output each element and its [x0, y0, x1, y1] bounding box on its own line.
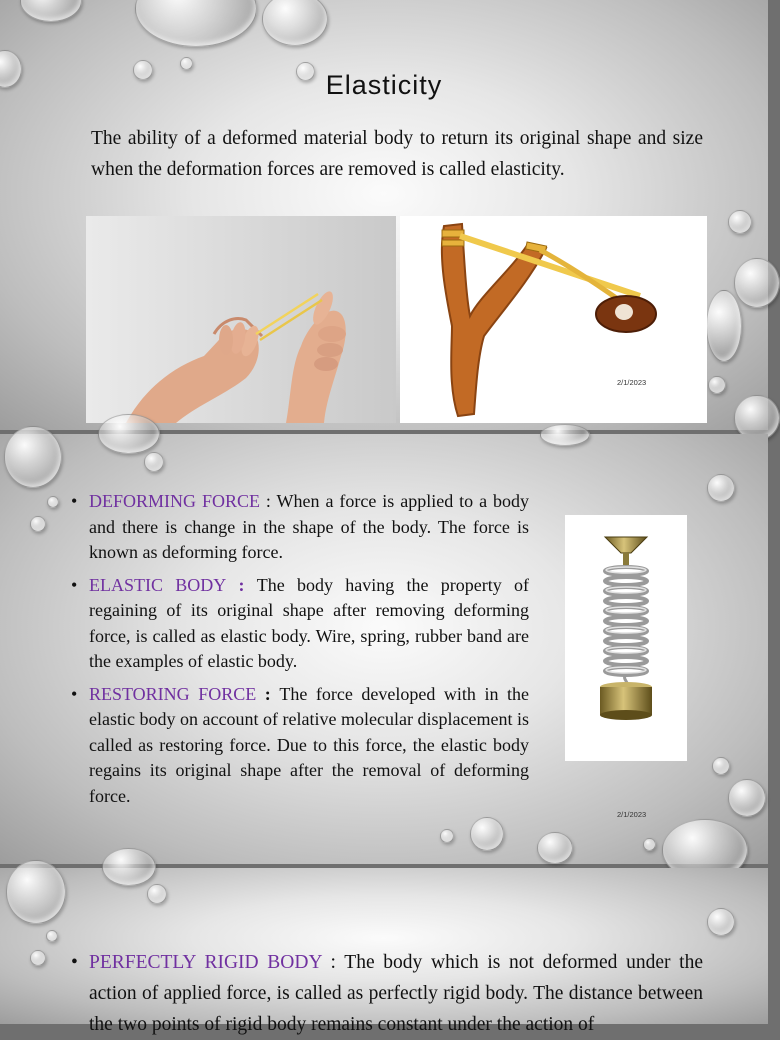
- water-drop: [707, 908, 735, 936]
- hands-stretching-rubber-band-image: [86, 216, 396, 423]
- water-drop: [706, 290, 742, 362]
- term-separator: :: [256, 683, 280, 704]
- hands-illustration: [86, 216, 396, 423]
- water-drop: [470, 817, 504, 851]
- water-drop: [262, 0, 328, 46]
- definition-text: The body which is not deformed under the action of applied force, is called as perfectly rigid body. The distance between the two points of rigid body remains constant under the action of: [89, 952, 703, 1035]
- list-item: [71, 682, 529, 810]
- term-deforming-force: DEFORMING FORCE: [89, 491, 260, 511]
- water-drop: [144, 452, 164, 472]
- list-item: [71, 947, 703, 1040]
- water-drop: [537, 832, 573, 864]
- slingshot-illustration: [400, 216, 707, 423]
- term-separator: :: [321, 952, 345, 973]
- water-drop: [440, 829, 454, 843]
- term-restoring-force: RESTORING FORCE: [89, 683, 257, 704]
- slide-rigid-body: [0, 868, 768, 1035]
- water-drop: [643, 838, 656, 851]
- water-drop: [4, 426, 62, 488]
- term-perfectly-rigid-body: PERFECTLY RIGID BODY: [89, 952, 322, 973]
- slide-title: Elasticity: [325, 70, 443, 100]
- water-drop: [30, 950, 46, 966]
- list-item: [71, 573, 529, 675]
- water-drop: [728, 779, 766, 817]
- slide-elasticity: [0, 0, 768, 430]
- slide-date: 2/1/2023: [617, 810, 647, 819]
- water-drop: [6, 860, 66, 924]
- water-drop: [102, 848, 156, 886]
- definition-list: [71, 947, 703, 1040]
- definition-text: The ability of a deformed material body to return its original shape and size when the deformation forces are removed is called elasticity.: [91, 128, 703, 180]
- water-drop: [98, 414, 160, 454]
- definition-text: The body having the property of regaining of its original shape after removing deforming force, is called as elastic body. Wire, spring, rubber band are the examples of elastic body.: [89, 574, 530, 671]
- list-item: [71, 489, 529, 566]
- water-drop: [46, 930, 58, 942]
- water-drop: [30, 516, 46, 532]
- spring-illustration: [565, 515, 687, 761]
- water-drop: [712, 757, 730, 775]
- term-separator: :: [226, 574, 257, 595]
- slingshot-image: [400, 216, 707, 423]
- water-drop: [135, 0, 257, 47]
- definition-text: When a force is applied to a body and there is change in the shape of the body. The force is known as deforming force.: [89, 491, 529, 562]
- water-drop: [728, 210, 752, 234]
- term-separator: :: [259, 491, 277, 511]
- definition-list: [71, 489, 529, 816]
- water-drop: [708, 376, 726, 394]
- slide-date: 2/1/2023: [617, 378, 647, 387]
- water-drop: [734, 258, 780, 308]
- term-elastic-body: ELASTIC BODY: [89, 574, 227, 595]
- water-drop: [707, 474, 735, 502]
- water-drop: [540, 424, 590, 446]
- definition-text: The force developed with in the elastic body on account of relative molecular displacement is called as restoring force. Due to this force, the elastic body regains its original shape after the removal of deforming force.: [89, 683, 529, 806]
- spring-image: [565, 515, 687, 761]
- water-drop: [180, 57, 193, 70]
- slide-force-definitions: [0, 434, 768, 864]
- water-drop: [20, 0, 82, 22]
- water-drop: [147, 884, 167, 904]
- water-drop: [47, 496, 59, 508]
